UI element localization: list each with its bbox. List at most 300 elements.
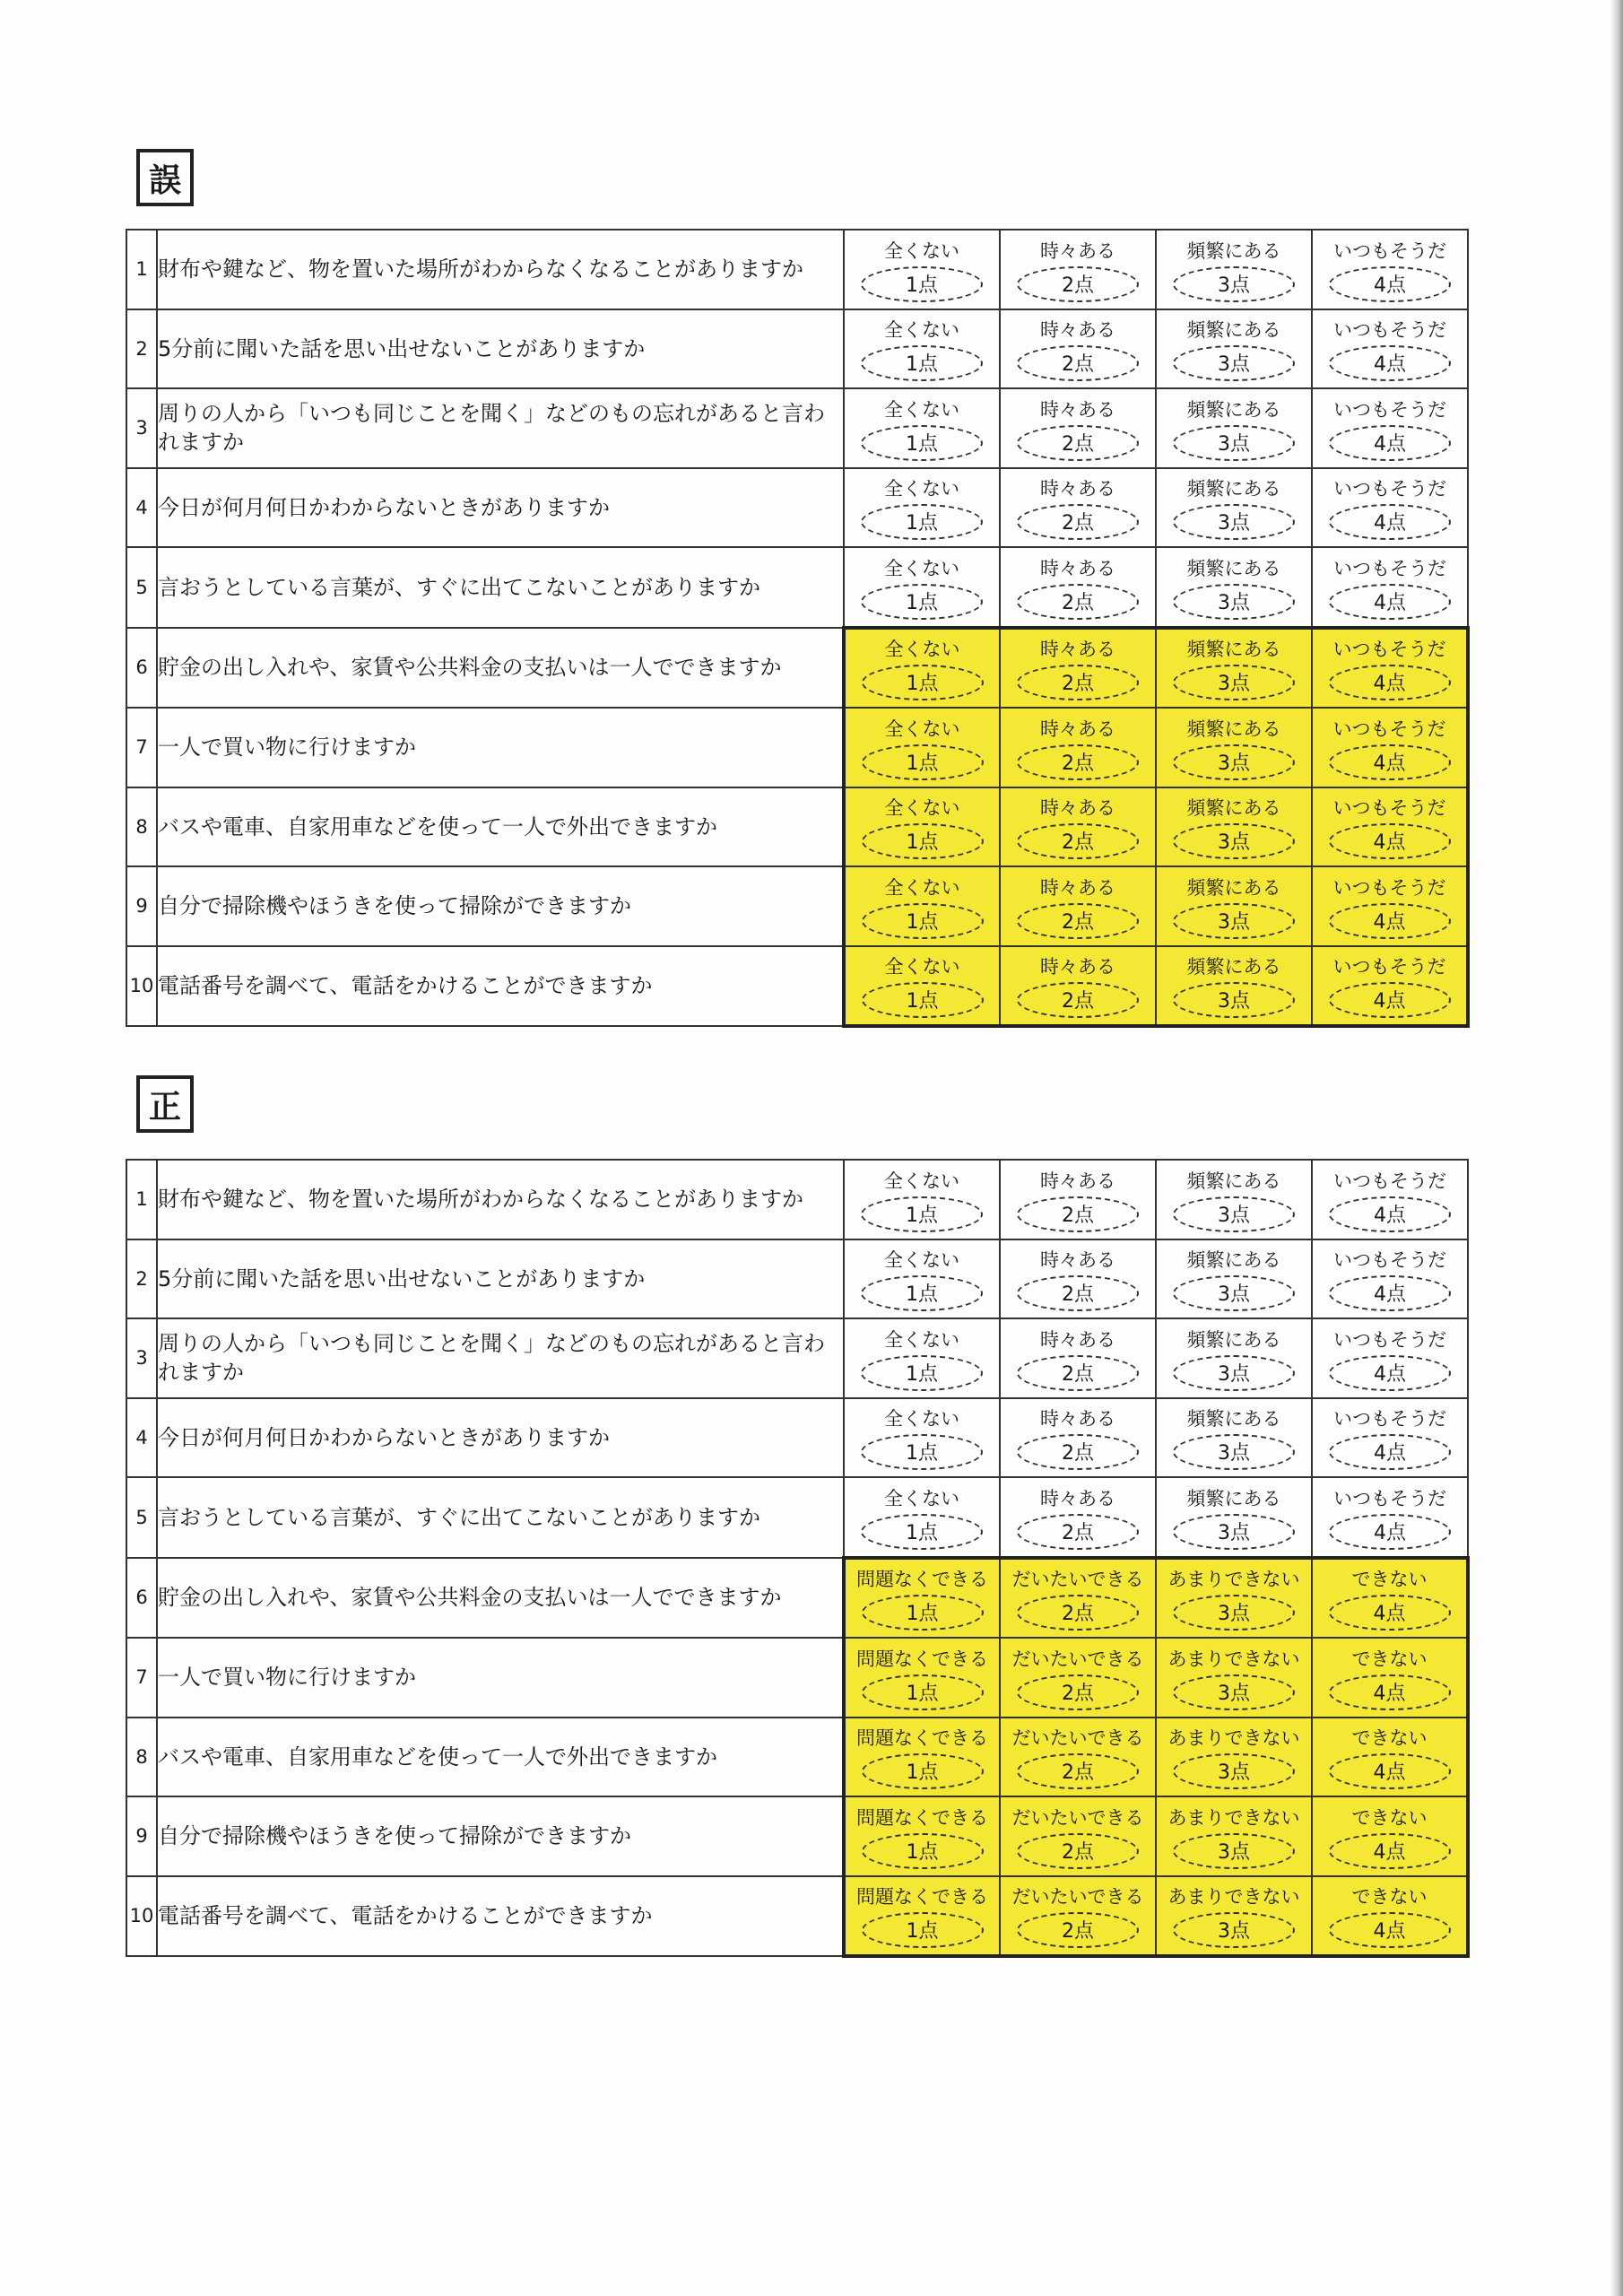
question-row: [126, 1239, 1468, 1319]
answer-option[interactable]: [844, 1796, 1000, 1876]
score-oval[interactable]: 4点: [1329, 982, 1451, 1018]
score-oval[interactable]: 1点: [862, 744, 984, 780]
answer-option[interactable]: [1000, 309, 1156, 389]
score-oval[interactable]: 2点: [1017, 1912, 1139, 1948]
answer-option[interactable]: [1000, 1398, 1156, 1478]
answer-option[interactable]: [1000, 1796, 1156, 1876]
answer-option-label: 時々ある: [1040, 1249, 1115, 1272]
answer-option-label: 頻繁にある: [1186, 239, 1281, 262]
score-oval[interactable]: 3点: [1173, 504, 1295, 540]
answer-option-label: 時々ある: [1040, 956, 1115, 978]
answer-option-label: 頻繁にある: [1186, 319, 1281, 342]
answer-option[interactable]: [1312, 1477, 1468, 1558]
question-text: 財布や鍵など、物を置いた場所がわからなくなることがありますか: [157, 1160, 844, 1239]
answer-option-label: 頻繁にある: [1186, 1249, 1281, 1272]
answer-option[interactable]: [1312, 230, 1468, 309]
answer-option[interactable]: [1312, 1239, 1468, 1319]
answer-option[interactable]: [1000, 230, 1156, 309]
answer-option[interactable]: [1000, 1638, 1156, 1718]
answer-option-label: 時々ある: [1040, 398, 1115, 421]
answer-option-label: 問題なくできる: [856, 1886, 988, 1909]
score-oval[interactable]: 4点: [1329, 744, 1451, 780]
answer-option-label: 時々ある: [1040, 1408, 1115, 1431]
answer-option[interactable]: [1312, 388, 1468, 468]
answer-option-label: だいたいできる: [1011, 1806, 1144, 1829]
answer-option-label: できない: [1351, 1727, 1428, 1750]
score-oval[interactable]: 1点: [861, 584, 983, 620]
answer-option[interactable]: [1312, 1718, 1468, 1797]
answer-option[interactable]: [1156, 1876, 1312, 1957]
question-text: 自分で掃除機やほうきを使って掃除ができますか: [157, 1796, 844, 1876]
answer-option-label: 全くない: [884, 1249, 959, 1272]
answer-option[interactable]: [844, 1876, 1000, 1957]
answer-option-label: 時々ある: [1040, 1487, 1115, 1509]
answer-option-label: だいたいできる: [1011, 1886, 1144, 1909]
question-row: [126, 1796, 1468, 1876]
score-oval[interactable]: 1点: [862, 665, 984, 700]
answer-option[interactable]: [844, 1718, 1000, 1797]
answer-option[interactable]: [1312, 1318, 1468, 1398]
score-oval[interactable]: 3点: [1173, 584, 1295, 620]
answer-option-label: 問題なくできる: [856, 1648, 988, 1670]
answer-option-label: いつもそうだ: [1333, 557, 1446, 579]
answer-option[interactable]: [844, 1477, 1000, 1558]
question-number: 2: [126, 309, 157, 389]
score-oval[interactable]: 4点: [1329, 1912, 1451, 1948]
answer-option-label: だいたいできる: [1011, 1569, 1144, 1591]
score-oval[interactable]: 4点: [1329, 425, 1451, 461]
answer-option-label: できない: [1351, 1806, 1428, 1829]
question-text: バスや電車、自家用車などを使って一人で外出できますか: [157, 787, 844, 867]
answer-option-label: だいたいできる: [1011, 1727, 1144, 1750]
score-oval[interactable]: 4点: [1329, 266, 1451, 302]
score-oval[interactable]: 4点: [1329, 584, 1451, 620]
page-edge-shadow: [1610, 0, 1623, 2296]
question-row: [126, 1876, 1468, 1957]
questionnaire-table-correct: [126, 1159, 1470, 1958]
answer-option-label: 頻繁にある: [1186, 639, 1281, 661]
answer-option[interactable]: [1312, 787, 1468, 867]
question-row: [126, 1477, 1468, 1558]
question-text: 財布や鍵など、物を置いた場所がわからなくなることがありますか: [157, 230, 844, 309]
answer-option-label: 全くない: [884, 1487, 959, 1509]
answer-option[interactable]: [1000, 388, 1156, 468]
score-oval[interactable]: 3点: [1173, 665, 1295, 700]
score-oval[interactable]: 2点: [1017, 266, 1139, 302]
score-oval[interactable]: 3点: [1173, 1833, 1295, 1869]
answer-option[interactable]: [1156, 309, 1312, 389]
question-text: 今日が何月何日かわからないときがありますか: [157, 1398, 844, 1478]
answer-option[interactable]: [844, 787, 1000, 867]
answer-option[interactable]: [1156, 1718, 1312, 1797]
score-oval[interactable]: 4点: [1329, 345, 1451, 381]
question-row: [126, 388, 1468, 468]
answer-option[interactable]: [1312, 708, 1468, 787]
answer-option[interactable]: [1312, 946, 1468, 1027]
question-row: [126, 628, 1468, 709]
question-row: [126, 1318, 1468, 1398]
answer-option-label: 問題なくできる: [856, 1806, 988, 1829]
answer-option-label: 問題なくできる: [856, 1727, 988, 1750]
answer-option[interactable]: [1000, 1318, 1156, 1398]
answer-option[interactable]: [1156, 1239, 1312, 1319]
score-oval[interactable]: 2点: [1017, 1514, 1139, 1550]
answer-option-label: いつもそうだ: [1333, 478, 1446, 500]
answer-option-label: 頻繁にある: [1186, 718, 1281, 740]
question-text: 貯金の出し入れや、家賃や公共料金の支払いは一人でできますか: [157, 1558, 844, 1639]
score-oval[interactable]: 4点: [1329, 1355, 1451, 1391]
answer-option-label: いつもそうだ: [1333, 1170, 1446, 1192]
question-number: 9: [126, 1796, 157, 1876]
question-number: 9: [126, 866, 157, 946]
answer-option[interactable]: [1312, 468, 1468, 548]
answer-option[interactable]: [1156, 866, 1312, 946]
score-oval[interactable]: 4点: [1329, 903, 1451, 939]
score-oval[interactable]: 3点: [1173, 903, 1295, 939]
answer-option[interactable]: [844, 708, 1000, 787]
answer-option[interactable]: [844, 1398, 1000, 1478]
question-number: 8: [126, 1718, 157, 1797]
answer-option[interactable]: [844, 946, 1000, 1027]
answer-option-label: 全くない: [884, 319, 959, 342]
score-oval[interactable]: 1点: [861, 504, 983, 540]
question-text: 今日が何月何日かわからないときがありますか: [157, 468, 844, 548]
answer-option-label: 頻繁にある: [1186, 557, 1281, 579]
question-number: 8: [126, 787, 157, 867]
answer-option[interactable]: [1312, 1558, 1468, 1639]
score-oval[interactable]: 2点: [1017, 584, 1139, 620]
score-oval[interactable]: 1点: [862, 823, 984, 859]
answer-option-label: 時々ある: [1040, 1328, 1115, 1351]
answer-option[interactable]: [1000, 468, 1156, 548]
score-oval[interactable]: 2点: [1017, 504, 1139, 540]
answer-option-label: 全くない: [884, 956, 960, 978]
answer-option[interactable]: [844, 1638, 1000, 1718]
question-number: 6: [126, 1558, 157, 1639]
answer-option[interactable]: [1000, 1558, 1156, 1639]
question-number: 1: [126, 230, 157, 309]
score-oval[interactable]: 1点: [861, 1275, 983, 1311]
answer-option[interactable]: [1000, 1477, 1156, 1558]
question-number: 7: [126, 1638, 157, 1718]
questionnaire-table-wrong: [126, 229, 1470, 1028]
answer-option[interactable]: [844, 1239, 1000, 1319]
answer-option[interactable]: [1156, 1796, 1312, 1876]
score-oval[interactable]: 2点: [1017, 1196, 1139, 1232]
score-oval[interactable]: 1点: [862, 1912, 984, 1948]
score-oval[interactable]: 4点: [1329, 1196, 1451, 1232]
score-oval[interactable]: 2点: [1017, 1753, 1139, 1789]
answer-option[interactable]: [1312, 628, 1468, 709]
question-text: 電話番号を調べて、電話をかけることができますか: [157, 946, 844, 1027]
answer-option-label: 頻繁にある: [1186, 956, 1281, 978]
score-oval[interactable]: 3点: [1173, 1196, 1295, 1232]
answer-option[interactable]: [1000, 946, 1156, 1027]
answer-option[interactable]: [1156, 547, 1312, 628]
score-oval[interactable]: 2点: [1017, 823, 1139, 859]
score-oval[interactable]: 3点: [1173, 266, 1295, 302]
answer-option[interactable]: [1312, 547, 1468, 628]
answer-option[interactable]: [1156, 1160, 1312, 1239]
question-row: [126, 708, 1468, 787]
score-oval[interactable]: 2点: [1017, 903, 1139, 939]
answer-option-label: 時々ある: [1040, 718, 1115, 740]
score-oval[interactable]: 4点: [1329, 1833, 1451, 1869]
score-oval[interactable]: 2点: [1017, 1833, 1139, 1869]
answer-option[interactable]: [844, 230, 1000, 309]
answer-option[interactable]: [1000, 708, 1156, 787]
score-oval[interactable]: 4点: [1329, 504, 1451, 540]
answer-option-label: 頻繁にある: [1186, 478, 1281, 500]
answer-option[interactable]: [1000, 628, 1156, 709]
answer-option[interactable]: [1156, 787, 1312, 867]
answer-option-label: 全くない: [884, 557, 959, 579]
answer-option[interactable]: [1000, 787, 1156, 867]
score-oval[interactable]: 4点: [1329, 823, 1451, 859]
score-oval[interactable]: 1点: [861, 266, 983, 302]
question-text: 周りの人から「いつも同じことを聞く」などのもの忘れがあると言われますか: [157, 388, 844, 468]
question-text: 5分前に聞いた話を思い出せないことがありますか: [157, 309, 844, 389]
score-oval[interactable]: 4点: [1329, 1753, 1451, 1789]
question-text: 周りの人から「いつも同じことを聞く」などのもの忘れがあると言われますか: [157, 1318, 844, 1398]
answer-option-label: 頻繁にある: [1186, 1328, 1281, 1351]
answer-option-label: あまりできない: [1167, 1806, 1300, 1829]
answer-option-label: 頻繁にある: [1186, 1487, 1281, 1509]
score-oval[interactable]: 3点: [1173, 425, 1295, 461]
answer-option-label: 頻繁にある: [1186, 797, 1281, 820]
answer-option-label: 時々ある: [1040, 1170, 1115, 1192]
question-text: 電話番号を調べて、電話をかけることができますか: [157, 1876, 844, 1957]
question-number: 3: [126, 388, 157, 468]
score-oval[interactable]: 2点: [1017, 1674, 1139, 1710]
answer-option-label: 時々ある: [1040, 319, 1115, 342]
answer-option[interactable]: [1000, 1239, 1156, 1319]
score-oval[interactable]: 4点: [1329, 1514, 1451, 1550]
answer-option-label: 頻繁にある: [1186, 1408, 1281, 1431]
score-oval[interactable]: 4点: [1329, 1674, 1451, 1710]
answer-option[interactable]: [1156, 1398, 1312, 1478]
score-oval[interactable]: 1点: [861, 1196, 983, 1232]
answer-option-label: いつもそうだ: [1333, 1408, 1446, 1431]
question-number: 10: [126, 1876, 157, 1957]
question-text: 一人で買い物に行けますか: [157, 1638, 844, 1718]
answer-option[interactable]: [1156, 708, 1312, 787]
score-oval[interactable]: 3点: [1173, 1514, 1295, 1550]
answer-option-label: 頻繁にある: [1186, 876, 1281, 899]
answer-option[interactable]: [1156, 1638, 1312, 1718]
score-oval[interactable]: 3点: [1173, 1434, 1295, 1470]
answer-option-label: できない: [1351, 1648, 1428, 1670]
answer-option[interactable]: [1156, 1477, 1312, 1558]
answer-option[interactable]: [844, 1160, 1000, 1239]
section-label-correct: 正: [136, 1075, 194, 1133]
score-oval[interactable]: 1点: [861, 425, 983, 461]
question-row: [126, 1638, 1468, 1718]
answer-option[interactable]: [1000, 547, 1156, 628]
answer-option-label: 全くない: [884, 639, 960, 661]
answer-option-label: 全くない: [884, 1408, 959, 1431]
answer-option-label: できない: [1351, 1886, 1428, 1909]
score-oval[interactable]: 1点: [862, 903, 984, 939]
answer-option[interactable]: [1156, 230, 1312, 309]
answer-option-label: 頻繁にある: [1186, 1170, 1281, 1192]
answer-option-label: いつもそうだ: [1333, 1328, 1446, 1351]
question-row: [126, 866, 1468, 946]
answer-option[interactable]: [844, 628, 1000, 709]
score-oval[interactable]: 4点: [1329, 1275, 1451, 1311]
question-row: [126, 1398, 1468, 1478]
score-oval[interactable]: 1点: [862, 1595, 984, 1631]
answer-option[interactable]: [844, 866, 1000, 946]
answer-option-label: いつもそうだ: [1332, 876, 1446, 899]
question-number: 7: [126, 708, 157, 787]
question-number: 4: [126, 1398, 157, 1478]
answer-option-label: いつもそうだ: [1333, 398, 1446, 421]
score-oval[interactable]: 1点: [862, 982, 984, 1018]
question-text: 貯金の出し入れや、家賃や公共料金の支払いは一人でできますか: [157, 628, 844, 709]
question-number: 5: [126, 547, 157, 628]
question-text: 一人で買い物に行けますか: [157, 708, 844, 787]
score-oval[interactable]: 2点: [1017, 1434, 1139, 1470]
answer-option-label: いつもそうだ: [1332, 639, 1446, 661]
score-oval[interactable]: 1点: [862, 1833, 984, 1869]
question-row: [126, 309, 1468, 389]
answer-option[interactable]: [844, 309, 1000, 389]
score-oval[interactable]: 1点: [861, 1514, 983, 1550]
score-oval[interactable]: 2点: [1017, 425, 1139, 461]
answer-option[interactable]: [1000, 1160, 1156, 1239]
answer-option[interactable]: [844, 547, 1000, 628]
answer-option-label: いつもそうだ: [1333, 239, 1446, 262]
answer-option-label: だいたいできる: [1011, 1648, 1144, 1670]
answer-option-label: 全くない: [884, 478, 959, 500]
score-oval[interactable]: 3点: [1173, 1753, 1295, 1789]
answer-option[interactable]: [1312, 1638, 1468, 1718]
question-number: 6: [126, 628, 157, 709]
score-oval[interactable]: 3点: [1173, 744, 1295, 780]
answer-option-label: 全くない: [884, 797, 960, 820]
question-number: 3: [126, 1318, 157, 1398]
answer-option-label: いつもそうだ: [1333, 319, 1446, 342]
question-number: 5: [126, 1477, 157, 1558]
score-oval[interactable]: 3点: [1173, 1912, 1295, 1948]
answer-option-label: 時々ある: [1040, 478, 1115, 500]
question-text: 5分前に聞いた話を思い出せないことがありますか: [157, 1239, 844, 1319]
answer-option-label: 全くない: [884, 398, 959, 421]
score-oval[interactable]: 2点: [1017, 1595, 1139, 1631]
answer-option[interactable]: [1312, 1398, 1468, 1478]
score-oval[interactable]: 3点: [1173, 1355, 1295, 1391]
score-oval[interactable]: 4点: [1329, 665, 1451, 700]
answer-option[interactable]: [1312, 866, 1468, 946]
answer-option[interactable]: [1312, 1876, 1468, 1957]
question-row: [126, 1160, 1468, 1239]
answer-option-label: あまりできない: [1167, 1569, 1300, 1591]
question-row: [126, 547, 1468, 628]
question-row: [126, 468, 1468, 548]
score-oval[interactable]: 1点: [861, 345, 983, 381]
question-number: 10: [126, 946, 157, 1027]
answer-option-label: 全くない: [884, 1170, 959, 1192]
answer-option-label: 問題なくできる: [856, 1569, 988, 1591]
answer-option-label: 時々ある: [1040, 239, 1115, 262]
score-oval[interactable]: 4点: [1329, 1595, 1451, 1631]
score-oval[interactable]: 2点: [1017, 982, 1139, 1018]
answer-option-label: 時々ある: [1040, 639, 1115, 661]
question-number: 1: [126, 1160, 157, 1239]
answer-option-label: 全くない: [884, 718, 960, 740]
answer-option[interactable]: [1000, 1718, 1156, 1797]
answer-option[interactable]: [844, 1558, 1000, 1639]
answer-option[interactable]: [1312, 1160, 1468, 1239]
answer-option[interactable]: [1156, 1318, 1312, 1398]
question-text: 言おうとしている言葉が、すぐに出てこないことがありますか: [157, 547, 844, 628]
answer-option[interactable]: [1000, 866, 1156, 946]
answer-option-label: あまりできない: [1167, 1886, 1300, 1909]
score-oval[interactable]: 3点: [1173, 823, 1295, 859]
answer-option-label: 全くない: [884, 239, 959, 262]
question-text: 自分で掃除機やほうきを使って掃除ができますか: [157, 866, 844, 946]
score-oval[interactable]: 2点: [1017, 744, 1139, 780]
score-oval[interactable]: 3点: [1173, 1674, 1295, 1710]
score-oval[interactable]: 2点: [1017, 1275, 1139, 1311]
answer-option[interactable]: [1312, 309, 1468, 389]
score-oval[interactable]: 2点: [1017, 1355, 1139, 1391]
section-label-wrong: 誤: [136, 149, 194, 206]
answer-option-label: 時々ある: [1040, 797, 1115, 820]
answer-option-label: 頻繁にある: [1186, 398, 1281, 421]
score-oval[interactable]: 3点: [1173, 1595, 1295, 1631]
answer-option-label: あまりできない: [1167, 1727, 1300, 1750]
question-text: バスや電車、自家用車などを使って一人で外出できますか: [157, 1718, 844, 1797]
answer-option[interactable]: [1156, 1558, 1312, 1639]
answer-option[interactable]: [1000, 1876, 1156, 1957]
answer-option[interactable]: [844, 1318, 1000, 1398]
answer-option-label: あまりできない: [1167, 1648, 1300, 1670]
answer-option-label: いつもそうだ: [1333, 1487, 1446, 1509]
question-row: [126, 1558, 1468, 1639]
question-row: [126, 946, 1468, 1027]
score-oval[interactable]: 1点: [861, 1434, 983, 1470]
answer-option-label: できない: [1351, 1569, 1428, 1591]
score-oval[interactable]: 3点: [1173, 345, 1295, 381]
score-oval[interactable]: 4点: [1329, 1434, 1451, 1470]
question-number: 4: [126, 468, 157, 548]
answer-option[interactable]: [1156, 388, 1312, 468]
answer-option[interactable]: [1156, 628, 1312, 709]
score-oval[interactable]: 1点: [862, 1674, 984, 1710]
question-row: [126, 787, 1468, 867]
score-oval[interactable]: 2点: [1017, 345, 1139, 381]
answer-option-label: 全くない: [884, 876, 960, 899]
answer-option-label: 時々ある: [1040, 876, 1115, 899]
score-oval[interactable]: 1点: [862, 1753, 984, 1789]
score-oval[interactable]: 2点: [1017, 665, 1139, 700]
question-text: 言おうとしている言葉が、すぐに出てこないことがありますか: [157, 1477, 844, 1558]
answer-option[interactable]: [1156, 946, 1312, 1027]
question-row: [126, 1718, 1468, 1797]
answer-option[interactable]: [844, 468, 1000, 548]
answer-option-label: いつもそうだ: [1333, 1249, 1446, 1272]
answer-option[interactable]: [1312, 1796, 1468, 1876]
answer-option-label: いつもそうだ: [1332, 718, 1446, 740]
score-oval[interactable]: 3点: [1173, 1275, 1295, 1311]
answer-option[interactable]: [1156, 468, 1312, 548]
score-oval[interactable]: 3点: [1173, 982, 1295, 1018]
answer-option-label: 全くない: [884, 1328, 959, 1351]
score-oval[interactable]: 1点: [861, 1355, 983, 1391]
answer-option[interactable]: [844, 388, 1000, 468]
